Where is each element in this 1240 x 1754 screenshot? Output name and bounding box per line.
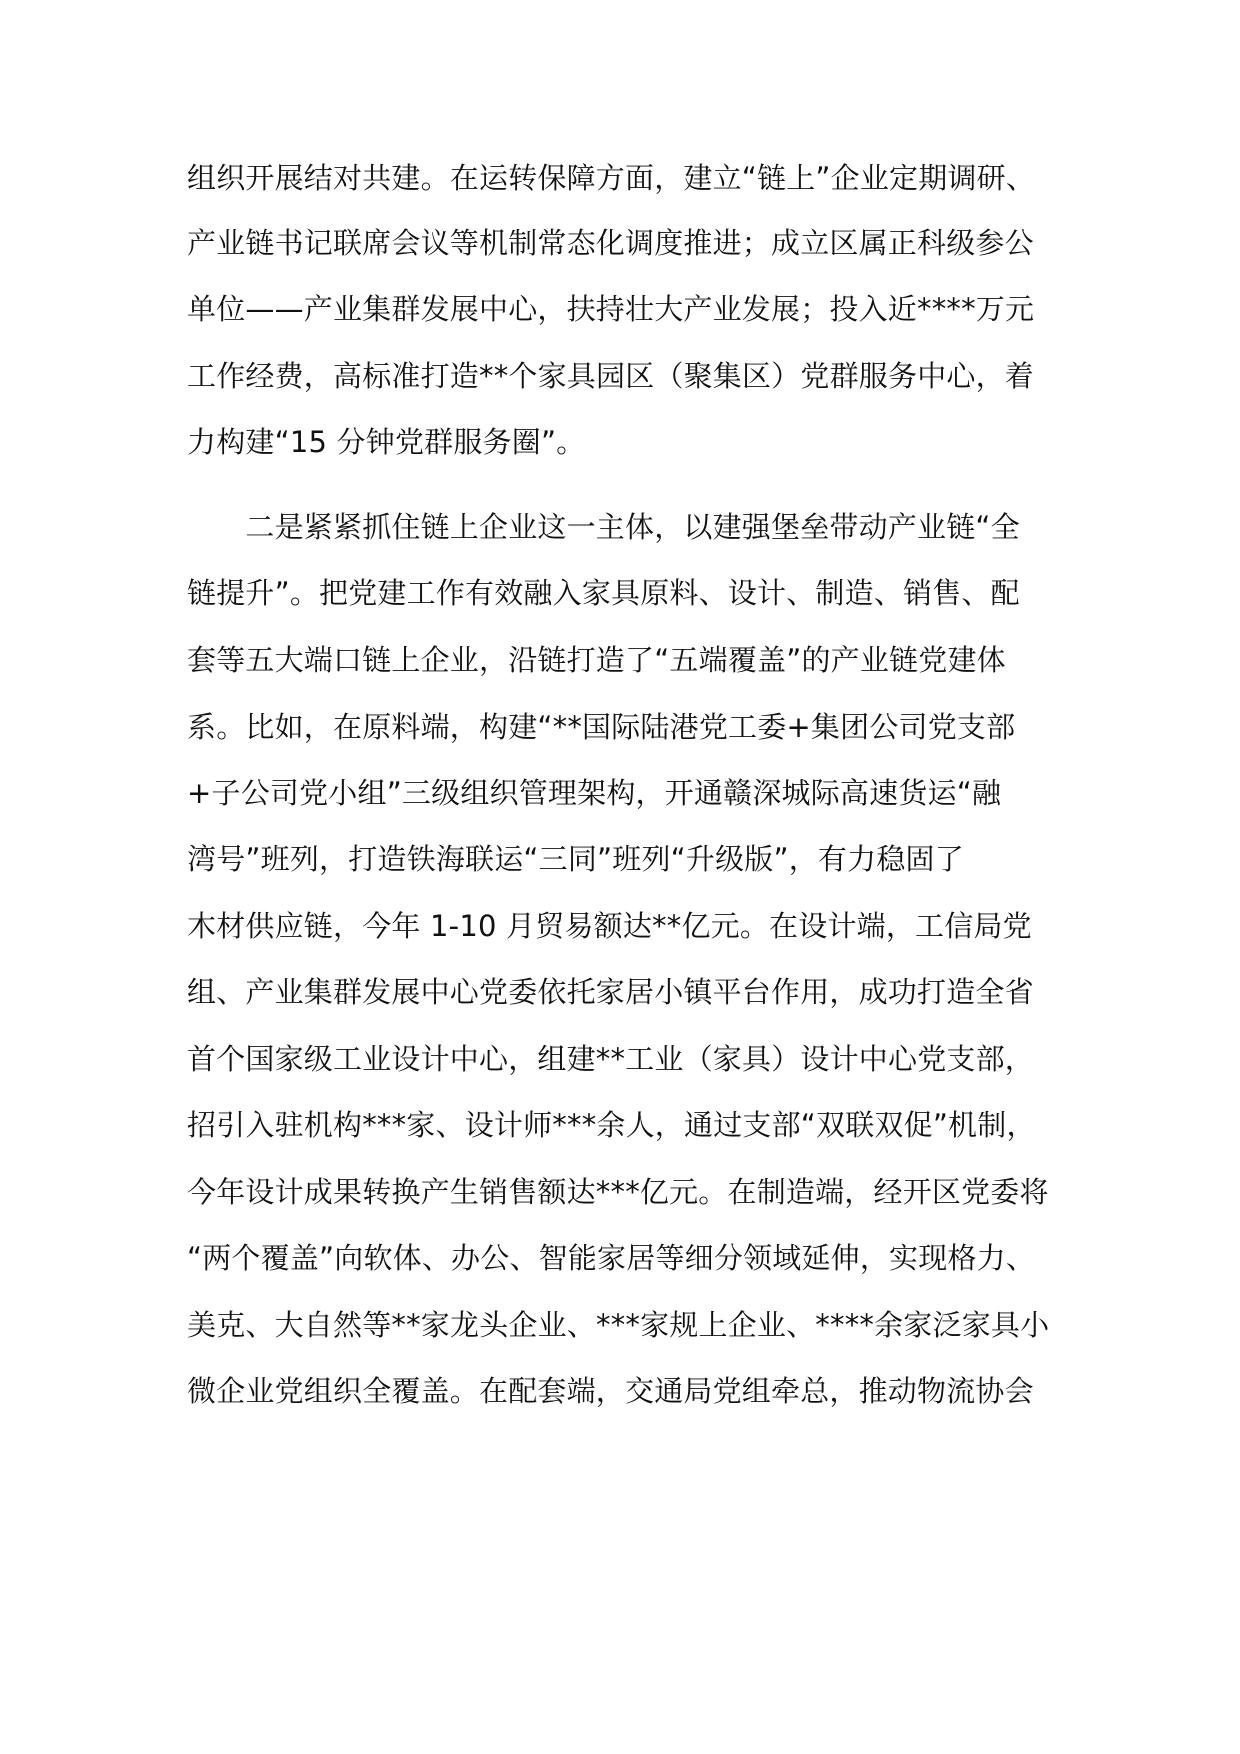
text-line: 产业链书记联席会议等机制常态化调度推进；成立区属正科级参公 [187, 226, 1034, 260]
text-line: 湾号”班列，打造铁海联运“三同”班列“升级版”，有力稳固了 [187, 842, 964, 876]
text-line: 单位——产业集群发展中心，扶持壮大产业发展；投入近****万元 [187, 292, 1035, 326]
text-line: 二是紧紧抓住链上企业这一主体，以建强堡垒带动产业链“全 [187, 510, 1020, 544]
text-line: 首个国家级工业设计中心，组建**工业（家具）设计中心党支部， [187, 1042, 1035, 1076]
text-line: 今年设计成果转换产生销售额达***亿元。在制造端，经开区党委将 [187, 1175, 1049, 1209]
text-line: 系。比如，在原料端，构建“**国际陆港党工委+集团公司党支部 [187, 710, 1016, 744]
text-line: “两个覆盖”向软体、办公、智能家居等细分领域延伸，实现格力、 [187, 1241, 1036, 1275]
text-line: 力构建“15 分钟党群服务圈”。 [187, 425, 586, 459]
text-line: 招引入驻机构***家、设计师***余人，通过支部“双联双促”机制， [187, 1108, 1036, 1142]
text-line: +子公司党小组”三级组织管理架构，开通赣深城际高速货运“融 [187, 776, 1002, 810]
text-line: 微企业党组织全覆盖。在配套端，交通局党组牵总，推动物流协会 [187, 1374, 1034, 1408]
text-line: 工作经费，高标准打造**个家具园区（聚集区）党群服务中心，着 [187, 359, 1035, 393]
text-line: 美克、大自然等**家龙头企业、***家规上企业、****余家泛家具小 [187, 1308, 1050, 1342]
text-line: 套等五大端口链上企业，沿链打造了“五端覆盖”的产业链党建体 [187, 643, 1006, 677]
text-line: 组、产业集群发展中心党委依托家居小镇平台作用，成功打造全省 [187, 975, 1034, 1009]
text-line: 组织开展结对共建。在运转保障方面，建立“链上”企业定期调研、 [187, 161, 1036, 195]
text-line: 木材供应链，今年 1-10 月贸易额达**亿元。在设计端，工信局党 [187, 909, 1032, 943]
text-line: 链提升”。把党建工作有效融入家具原料、设计、制造、销售、配 [187, 576, 1020, 610]
